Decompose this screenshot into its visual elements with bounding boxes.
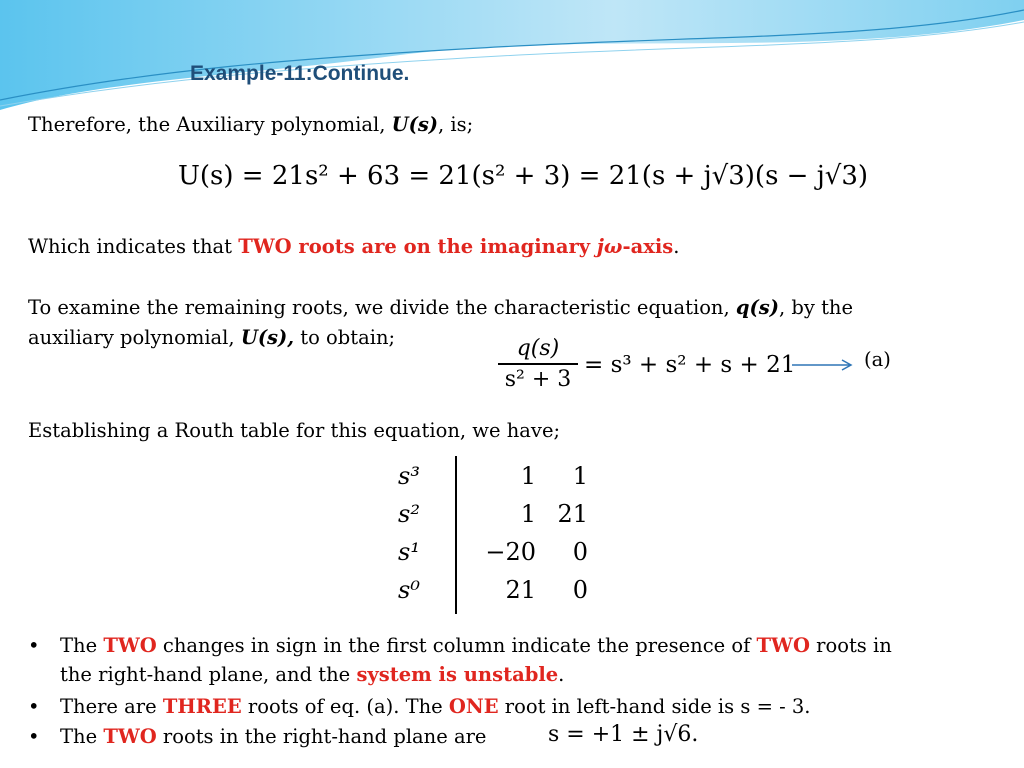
b1-r2: TWO xyxy=(756,634,810,657)
b1-p1: The xyxy=(60,634,104,657)
para3-line1-pre: To examine the remaining roots, we divide the characteristic equation, xyxy=(28,296,736,319)
para3-line1-tail: , by the xyxy=(778,296,853,319)
para2-red1: TWO xyxy=(238,235,292,258)
equation2-fraction xyxy=(498,336,578,392)
routh-cell: 1 xyxy=(520,462,536,490)
paragraph-divide-line1 xyxy=(28,293,853,323)
bullet-dot: • xyxy=(28,695,40,718)
bullet1-line1 xyxy=(60,631,892,660)
para2-red2: roots are on the imaginary xyxy=(291,235,597,258)
b3-p2: roots in the right-hand plane are xyxy=(156,725,487,748)
routh-row-label: s³ xyxy=(398,462,420,490)
routh-cell: 1 xyxy=(572,462,588,490)
arrow-right-icon xyxy=(792,358,854,372)
para3-line2-tail: to obtain; xyxy=(294,326,396,349)
para2-tail: . xyxy=(673,235,680,258)
b1-line2-pre: the right-hand plane, and the xyxy=(60,663,357,686)
routh-row-label: s¹ xyxy=(398,538,420,566)
routh-cell: −20 xyxy=(485,538,536,566)
bullet-item-rhp-roots xyxy=(28,722,548,751)
equation-rhp-roots: s = +1 ± j√6. xyxy=(548,722,699,747)
b1-p3: roots in xyxy=(809,634,892,657)
equation2-denominator: s² + 3 xyxy=(504,367,572,392)
equation-division xyxy=(494,334,794,400)
paragraph-imaginary-roots xyxy=(28,232,679,262)
routh-cell: 21 xyxy=(557,500,588,528)
bullet-item-sign-changes xyxy=(28,631,1008,689)
header-wave-decoration xyxy=(0,0,1024,120)
paragraph-auxiliary-intro xyxy=(28,110,473,140)
para3-line2-math: U(s), xyxy=(240,326,295,349)
b2-p2: roots of eq. (a). The xyxy=(241,695,449,718)
routh-cell: 1 xyxy=(520,500,536,528)
equation2-numerator: q(s) xyxy=(516,336,560,361)
routh-row-label: s⁰ xyxy=(398,576,420,604)
b1-line2-tail: . xyxy=(558,663,565,686)
b3-p1: The xyxy=(60,725,104,748)
fraction-bar xyxy=(498,363,578,365)
b1-r3: system is unstable xyxy=(356,663,559,686)
routh-divider xyxy=(455,456,457,614)
b1-r1: TWO xyxy=(103,634,157,657)
routh-cell: 21 xyxy=(505,576,536,604)
routh-row-label: s² xyxy=(398,500,420,528)
equation-label-a: (a) xyxy=(864,348,891,371)
b3-r1: TWO xyxy=(103,725,157,748)
b2-p3: root in left-hand side is s = - 3. xyxy=(498,695,811,718)
para1-tail: , is; xyxy=(438,113,474,136)
routh-cell: 0 xyxy=(572,538,588,566)
routh-cell: 0 xyxy=(572,576,588,604)
bullet3-line xyxy=(60,722,486,751)
b2-r1: THREE xyxy=(162,695,242,718)
bullet-item-three-roots xyxy=(28,692,1008,721)
equation2-rhs: = s³ + s² + s + 21 xyxy=(584,352,796,378)
bullet1-line2 xyxy=(60,660,564,689)
bullet-dot: • xyxy=(28,634,40,657)
b2-p1: There are xyxy=(60,695,163,718)
routh-table xyxy=(386,456,600,614)
para2-red4: -axis xyxy=(622,235,674,258)
paragraph-routh-intro: Establishing a Routh table for this equation, we have; xyxy=(28,419,561,442)
b1-p2: changes in sign in the first column indicate the presence of xyxy=(156,634,757,657)
para1-math: U(s) xyxy=(391,113,439,136)
para2-pre: Which indicates that xyxy=(28,235,239,258)
equation-auxiliary-polynomial xyxy=(172,152,869,200)
bullet2-line xyxy=(60,692,811,721)
equation1-text: U(s) = 21s² + 63 = 21(s² + 3) = 21(s + j√3)(s − j√3) xyxy=(178,161,869,191)
para1-text: Therefore, the Auxiliary polynomial, xyxy=(28,113,392,136)
paragraph-divide-line2 xyxy=(28,323,395,353)
bullet-dot: • xyxy=(28,725,40,748)
slide-title: Example-11:Continue. xyxy=(190,62,410,85)
para3-line2-pre: auxiliary polynomial, xyxy=(28,326,241,349)
b2-r2: ONE xyxy=(448,695,499,718)
para3-line1-math: q(s) xyxy=(735,296,779,319)
para2-red3: jω xyxy=(596,235,623,258)
